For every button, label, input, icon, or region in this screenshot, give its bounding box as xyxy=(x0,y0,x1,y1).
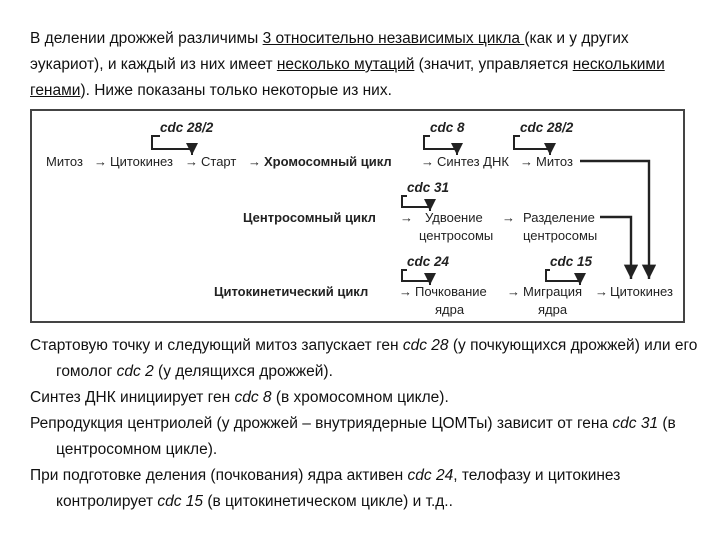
intro-underline-genes: несколькими генами xyxy=(30,56,665,99)
gene-arrow-cdc28-right xyxy=(514,136,550,155)
note-start xyxy=(30,333,700,385)
node-doubling-line2: центросомы xyxy=(419,228,494,243)
gene-arrow-cdc15 xyxy=(546,270,580,285)
node-start: Старт xyxy=(201,154,237,169)
gene-label-cdc8: cdc 8 xyxy=(430,120,465,135)
intro-text-2: (как и у других эукариот), и каждый из них имеет xyxy=(30,30,629,73)
arrow-3: → xyxy=(248,154,261,169)
note-text: , телофазу и цитокинез контролирует xyxy=(56,467,621,510)
gene-arrow-cdc8 xyxy=(424,136,457,155)
note-text: (у почкующихся дрожжей) или его гомолог xyxy=(56,337,698,380)
gene-arrow-cdc28-left xyxy=(152,136,192,155)
connector-separation-to-cytokinesis xyxy=(600,217,631,279)
gene-arrow-cdc31 xyxy=(402,196,430,211)
note-dna xyxy=(30,385,700,411)
gene-label-cdc28-left: cdc 28/2 xyxy=(160,120,214,135)
note-text: (в хромосомном цикле). xyxy=(271,389,449,406)
node-cytokinesis-final: Цитокинез xyxy=(610,284,673,299)
gene-label-cdc24: cdc 24 xyxy=(407,254,450,269)
gene-label-cdc15: cdc 15 xyxy=(550,254,593,269)
gene-name: cdc 8 xyxy=(234,389,272,406)
intro-paragraph xyxy=(30,26,700,104)
arrow-2: → xyxy=(185,154,198,169)
notes-section xyxy=(30,333,700,515)
node-budding-line2: ядра xyxy=(435,302,465,317)
note-text: При подготовке деления (почкования) ядра активен xyxy=(30,467,408,484)
cell-cycle-diagram xyxy=(30,109,685,323)
note-text: Синтез ДНК инициирует ген xyxy=(30,389,235,406)
node-centrosome-cycle: Центросомный цикл xyxy=(243,210,376,225)
note-text: (в цитокинетическом цикле) и т.д.. xyxy=(203,493,453,510)
note-text: Репродукция центриолей (у дрожжей – внутриядерные ЦОМТы) зависит от гена xyxy=(30,415,613,432)
note-centrioles xyxy=(30,411,700,463)
arrow-10: → xyxy=(595,284,608,299)
intro-text-4: ). Ниже показаны только некоторые из них. xyxy=(80,82,392,99)
arrow-8: → xyxy=(399,284,412,299)
node-cytokinetic-cycle: Цитокинетический цикл xyxy=(214,284,369,299)
node-separation-line2: центросомы xyxy=(523,228,598,243)
gene-arrow-cdc24 xyxy=(402,270,430,285)
arrow-5: → xyxy=(520,154,533,169)
node-separation-line1: Разделение xyxy=(523,210,595,225)
intro-text-3: (значит, управляется xyxy=(414,56,573,73)
note-division xyxy=(30,463,700,515)
node-mitosis-2: Митоз xyxy=(536,154,573,169)
node-cytokinesis: Цитокинез xyxy=(110,154,173,169)
arrow-1: → xyxy=(94,154,107,169)
note-text: Стартовую точку и следующий митоз запускает ген xyxy=(30,337,403,354)
gene-name: cdc 24 xyxy=(407,467,454,484)
node-chromosome-cycle: Хромосомный цикл xyxy=(264,154,392,169)
cell-cycle-diagram-svg xyxy=(32,111,683,321)
gene-name: cdc 2 xyxy=(116,363,154,380)
node-migration-line2: ядра xyxy=(538,302,568,317)
note-text: (в центросомном цикле). xyxy=(56,415,676,458)
node-budding-line1: Почкование xyxy=(415,284,487,299)
arrow-4: → xyxy=(421,154,434,169)
arrow-6: → xyxy=(400,210,413,225)
gene-name: cdc 28 xyxy=(402,337,449,354)
intro-underline-cycles: 3 относительно независимых цикла xyxy=(262,30,525,47)
note-text: (у делящихся дрожжей). xyxy=(153,363,333,380)
intro-underline-mutations: несколько мутаций xyxy=(276,56,415,73)
gene-label-cdc28-right: cdc 28/2 xyxy=(520,120,574,135)
arrow-7: → xyxy=(502,210,515,225)
intro-text-1: В делении дрожжей различимы xyxy=(30,30,263,47)
node-doubling-line1: Удвоение xyxy=(425,210,483,225)
node-dna-synthesis: Синтез ДНК xyxy=(437,154,509,169)
node-mitosis: Митоз xyxy=(46,154,83,169)
gene-label-cdc31: cdc 31 xyxy=(407,180,450,195)
gene-name: cdc 15 xyxy=(157,493,204,510)
gene-name: cdc 31 xyxy=(612,415,659,432)
arrow-9: → xyxy=(507,284,520,299)
node-migration-line1: Миграция xyxy=(523,284,583,299)
